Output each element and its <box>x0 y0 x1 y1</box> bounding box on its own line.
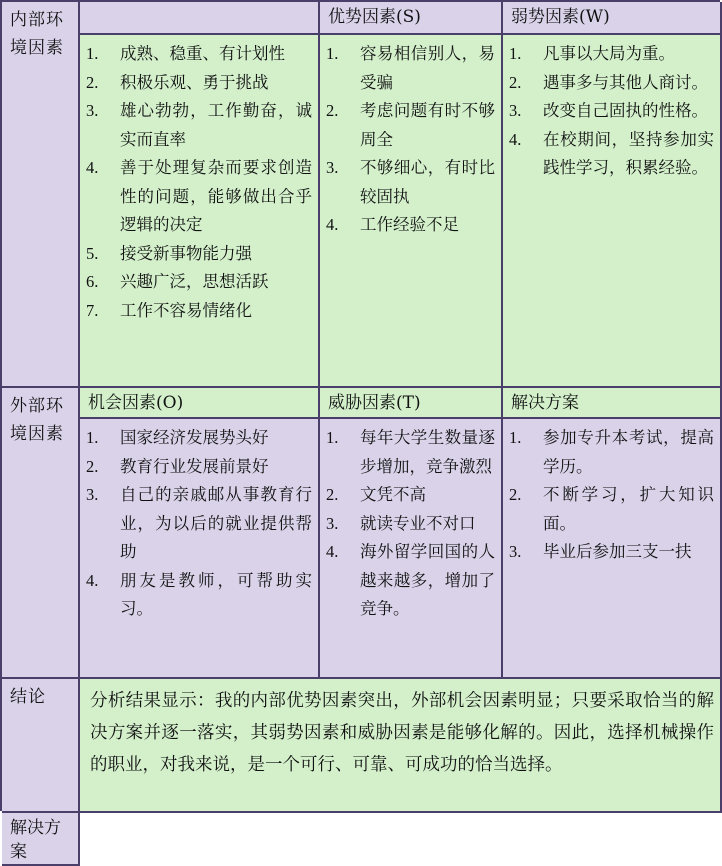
list-item-number: 1. <box>509 428 522 447</box>
list-item-number: 2. <box>326 485 339 504</box>
list-item-number: 5. <box>86 243 99 263</box>
list-item <box>509 424 714 481</box>
list-item-number: 1. <box>509 44 522 63</box>
internal-solutions-cell <box>503 35 722 388</box>
threats-header: 威胁因素(T) <box>320 388 503 419</box>
list-item-text: 国家经济发展势头好 <box>120 428 269 447</box>
list-item-number: 4. <box>86 158 99 177</box>
list-item-number: 2. <box>509 72 522 92</box>
list-item-number: 3. <box>509 101 522 120</box>
list-item-number: 4. <box>326 215 339 234</box>
list-item <box>509 97 714 126</box>
list-item-text: 海外留学回国的人越来越多，增加了竞争。 <box>360 542 495 618</box>
strengths-list <box>80 35 318 325</box>
list-item <box>326 97 495 154</box>
conclusion-label: 结论 <box>10 687 46 707</box>
list-item <box>326 211 495 240</box>
list-item-number: 3. <box>326 513 339 533</box>
list-item-number: 1. <box>86 44 99 63</box>
list-item-text: 凡事以大局为重。 <box>543 44 675 63</box>
list-item-text: 朋友是教师，可帮助实习。 <box>120 570 312 618</box>
strengths-cell <box>80 35 320 388</box>
list-item-number: 1. <box>326 428 339 447</box>
list-item <box>86 69 312 98</box>
list-item <box>326 538 495 624</box>
opportunities-list <box>80 419 318 624</box>
weaknesses-cell <box>320 35 503 388</box>
list-item-text: 接受新事物能力强 <box>120 243 252 263</box>
list-item-number: 3. <box>509 542 522 561</box>
list-item-text: 不够细心，有时比较固执 <box>360 158 495 206</box>
list-item-text: 就读专业不对口 <box>360 513 476 533</box>
list-item-text: 积极乐观、勇于挑战 <box>120 72 269 92</box>
list-item <box>326 424 495 481</box>
list-item-text: 教育行业发展前景好 <box>120 456 269 476</box>
list-item <box>509 538 714 567</box>
list-item-text: 文凭不高 <box>360 485 426 504</box>
external-solutions-header: 解决方案 <box>503 388 722 419</box>
list-item <box>326 40 495 97</box>
list-item <box>86 567 312 624</box>
external-solutions-cell <box>503 419 722 679</box>
list-item-text: 每年大学生数量逐步增加，竞争激烈 <box>360 428 495 476</box>
list-item <box>509 40 714 69</box>
list-item-text: 容易相信别人，易受骗 <box>360 44 495 92</box>
list-item <box>86 268 312 297</box>
list-item-number: 3. <box>86 101 99 120</box>
weaknesses-list <box>320 35 501 240</box>
list-item <box>86 453 312 482</box>
internal-label-cell <box>2 2 80 388</box>
external-label-cell <box>2 388 80 679</box>
list-item-number: 7. <box>86 300 99 320</box>
list-item-text: 参加专升本考试，提高学历。 <box>543 428 714 476</box>
list-item-text: 兴趣广泛，思想活跃 <box>120 272 269 291</box>
conclusion-cell <box>80 679 722 813</box>
conclusion-text: 分析结果显示：我的内部优势因素突出，外部机会因素明显；只要采取恰当的解决方案并逐一落实，其弱势因素和威胁因素是能够化解的。因此，选择机械操作的职业，对我来说，是一个可行、可靠、可成功的恰当选择。 <box>90 691 714 775</box>
list-item <box>86 481 312 567</box>
list-item-number: 2. <box>86 456 99 476</box>
list-item <box>86 424 312 453</box>
threats-cell <box>320 419 503 679</box>
list-item-text: 考虑问题有时不够周全 <box>360 101 495 149</box>
internal-solutions-header: 解决方案 <box>2 813 80 866</box>
list-item-number: 2. <box>509 485 522 504</box>
list-item-text: 善于处理复杂而要求创造性的问题，能够做出合乎逻辑的决定 <box>120 158 312 234</box>
list-item-text: 工作经验不足 <box>360 215 459 234</box>
opportunities-header: 机会因素(O) <box>80 388 320 419</box>
list-item-text: 不断学习，扩大知识面。 <box>543 485 714 533</box>
list-item <box>326 154 495 211</box>
external-label: 外部环境因素 <box>10 396 64 444</box>
list-item-number: 2. <box>86 72 99 92</box>
list-item-number: 6. <box>86 272 99 291</box>
list-item-text: 改变自己固执的性格。 <box>543 101 708 120</box>
list-item-text: 工作不容易情绪化 <box>120 300 252 320</box>
internal-solutions-list <box>503 35 720 183</box>
list-item-text: 成熟、稳重、有计划性 <box>120 44 285 63</box>
list-item <box>86 40 312 69</box>
list-item-text: 遇事多与其他人商讨。 <box>543 72 708 92</box>
list-item-number: 3. <box>86 485 99 504</box>
list-item <box>326 510 495 539</box>
corner-empty <box>80 2 320 35</box>
list-item <box>86 97 312 154</box>
list-item <box>326 481 495 510</box>
list-item <box>509 69 714 98</box>
list-item-number: 4. <box>509 129 522 149</box>
list-item-number: 4. <box>326 542 339 561</box>
list-item-number: 1. <box>86 428 99 447</box>
list-item-text: 毕业后参加三支一扶 <box>543 542 692 561</box>
list-item-text: 在校期间，坚持参加实践性学习，积累经验。 <box>543 129 714 177</box>
list-item-number: 4. <box>86 570 99 590</box>
list-item-number: 2. <box>326 101 339 120</box>
strengths-header: 优势因素(S) <box>320 2 503 35</box>
conclusion-label-cell <box>2 679 80 813</box>
list-item-number: 3. <box>326 158 339 177</box>
list-item <box>86 154 312 240</box>
opportunities-cell <box>80 419 320 679</box>
list-item <box>509 481 714 538</box>
list-item-text: 雄心勃勃，工作勤奋，诚实而直率 <box>120 101 312 149</box>
list-item-text: 自己的亲戚邮从事教育行业，为以后的就业提供帮助 <box>120 485 312 561</box>
list-item-number: 1. <box>326 44 339 63</box>
list-item <box>86 297 312 326</box>
external-solutions-list <box>503 419 720 567</box>
internal-label: 内部环境因素 <box>10 10 64 58</box>
threats-list <box>320 419 501 624</box>
weaknesses-header: 弱势因素(W) <box>503 2 722 35</box>
list-item <box>509 126 714 183</box>
list-item <box>86 240 312 269</box>
